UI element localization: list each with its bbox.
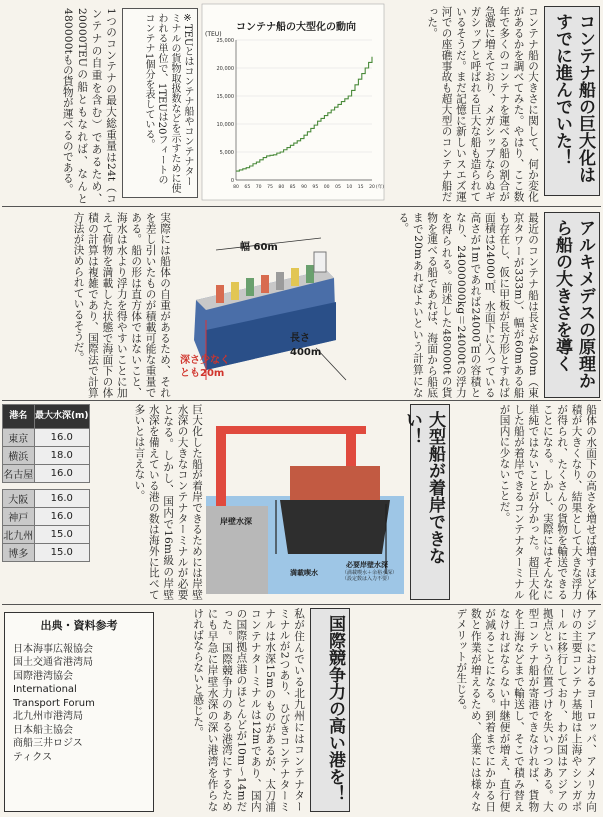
section1-heading: コンテナ船の巨大化はすでに進んでいた！ <box>544 6 600 196</box>
chart-xtick: 05 <box>335 185 341 190</box>
chart-xlabel: (年) <box>375 185 385 190</box>
chart-ytick: 15,000 <box>216 94 234 100</box>
chart-xtick: 95 <box>312 185 319 190</box>
source-item: 日本海事広報協会 <box>13 643 93 655</box>
sources-box <box>4 612 154 812</box>
port-name: 神戸 <box>3 508 35 526</box>
chart-ytick: 0 <box>230 178 234 184</box>
chart-ylabel: (TEU) <box>205 31 222 38</box>
required-depth-label: 必要岸壁水深 <box>346 561 388 569</box>
teu-note: ※TEUとはコンテナ船やコンテナターミナルの貨物取扱数などを示すために使われる単位で、1TEUは20フィートのコンテナ1個分を表している。 <box>122 8 198 198</box>
chart-xtick: 10 <box>346 185 353 190</box>
section3-heading: 大型船が着岸できない！ <box>410 404 450 600</box>
port-name: 名古屋 <box>3 465 35 483</box>
port-depth: 16.0 <box>34 465 90 483</box>
section4-body-2: 私が住んでいる北九州にはコンテナターミナルが2つあり、ひびきコンテナターミナルは水深15mのものがあるが、太刀浦コンテナターミナルは12mであり、国内の国際拠点港のほとんどが10m〜14mだった。国際競争力のある港湾にするためにも早急に岸壁水深の深い港湾を作らなければならないと感じた。 <box>192 608 305 812</box>
ship-width-label: 幅 60m <box>240 242 278 253</box>
table-header-port: 港名 <box>3 405 35 429</box>
chart-xtick: 15 <box>357 185 364 190</box>
container-ship-chart <box>202 4 384 200</box>
source-item: ティクス <box>13 751 53 763</box>
chart-ytick: 5,000 <box>219 150 234 156</box>
table-row <box>3 465 90 483</box>
source-item: International <box>13 684 77 695</box>
port-depth: 16.0 <box>34 429 90 447</box>
chart-ytick: 20,000 <box>216 66 234 72</box>
full-draft-label: 満載喫水 <box>290 569 318 577</box>
quay-depth-label: 岸壁水深 <box>220 517 252 526</box>
source-item: 商船三井ロジス <box>13 738 83 749</box>
port-name: 大阪 <box>3 490 35 508</box>
port-depth: 15.0 <box>34 526 90 544</box>
chart-xtick: 80 <box>233 185 239 190</box>
port-depth-table <box>2 404 90 562</box>
port-name: 博多 <box>3 544 35 562</box>
source-item: 日本船主協会 <box>13 724 73 736</box>
port-name: 東京 <box>3 429 35 447</box>
chart-ytick: 25,000 <box>216 38 234 44</box>
source-item: Transport Forum <box>13 697 95 709</box>
port-depth <box>34 483 90 490</box>
required-depth-note: （満載喫水＋余裕水深）（設定数は入力不要） <box>342 570 398 582</box>
section3-body-1: 船体の水面下の高さを増せば増すほど体積が大きくなり、結果として大きな浮力が得られ、たくさんの貨物を輸送できることになる。しかし、実際にはそんなに単純ではないことが分かった。超巨大化した船が着岸できるコンテナターミナルが国内に少ないことだ。 <box>498 404 597 600</box>
chart-frame <box>202 4 384 200</box>
chart-xtick: 75 <box>267 185 273 190</box>
chart-xtick: 70 <box>255 185 262 190</box>
divider <box>2 604 601 605</box>
section3-body-2: 巨大化した船が着岸できるためには岸壁水深の大きなコンテナターミナルが必要となる。しかし、国内で16m級の岸壁水深を備えている港の数は海外に比べて多いとは言えない。 <box>133 404 203 600</box>
source-item: 北九州市港湾局 <box>13 711 83 722</box>
chart-xtick: 85 <box>289 185 296 190</box>
section2-body-2: 実際には船体の自重があるため、それを差し引いたものが積載可能な重量である。船の形は直方体ではないこと、海水は水より浮力を得やすいことに加えて荷物を満載した状態で海面下の体積の計算は複雑であり、国際法で計算方法が決められているそうだ。 <box>72 212 171 398</box>
table-row <box>3 544 90 562</box>
source-item: 国土交通省港湾局 <box>13 657 93 668</box>
section1-body-1: コンテナ船の大きさに関して、何か変化があるかを調べてみた。やはり、ここ数年で多くのコンテナを運べる船の割合が急激に増えており、メガシップならぬギガシップと呼ばれる巨大な船も造られているそうだ。まだ記憶に新しいスエズ運河での座礁事故も超大型のコンテナ船だった。 <box>426 6 539 202</box>
chart-xtick: 00 <box>323 185 330 190</box>
chart-title: コンテナ船の大型化の動向 <box>236 22 356 33</box>
table-row <box>3 429 90 447</box>
ship-length-label: 長さ400m <box>290 333 322 358</box>
table-row <box>3 490 90 508</box>
table-row <box>3 447 90 465</box>
section4-heading: 国際競争力の高い港を！ <box>310 608 350 812</box>
port-name: 北九州 <box>3 526 35 544</box>
ship-depth-label: 深さ少なくとも20m <box>180 355 230 379</box>
chart-xtick: 20 <box>369 185 375 190</box>
chart-ytick: 10,000 <box>216 122 234 128</box>
chart-xtick: 80 <box>278 185 285 190</box>
port-name <box>3 483 35 490</box>
port-depth: 15.0 <box>34 544 90 562</box>
section1-body-2: 1つのコンテナの最大総重量は24t（コンテナの自重を含む）であるため、20000TEUの船ともなれば、なんと480000tもの貨物が運べるのである。 <box>61 8 117 204</box>
chart-xtick: 90 <box>301 185 307 190</box>
section4-body-1: アジアにおけるヨーロッパ、アメリカ向けの主要コンテナ基地は上海やシンガポールに移行しており、わが国はアジアの拠点という位置づけを失いつつある。大型コンテナ船が寄港できなければ、貨物を上海などまで輸送し、そこで積み替えなければならない中継便が増え、直行便が減ることになる。到着までにかかる日数と作業が増えるため、企業には様々なデメリットが生じる。 <box>455 608 597 812</box>
port-depth: 16.0 <box>34 490 90 508</box>
sources-title: 出典・資料参考 <box>40 619 118 632</box>
source-item: 国際港湾協会 <box>13 670 73 682</box>
divider <box>2 400 601 401</box>
port-depth: 16.0 <box>34 508 90 526</box>
divider <box>2 206 601 207</box>
section2-heading: アルキメデスの原理から船の大きさを導く <box>544 212 600 398</box>
port-depth: 18.0 <box>34 447 90 465</box>
table-row <box>3 526 90 544</box>
table-row <box>3 483 90 490</box>
section2-body-1: 最近のコンテナ船は長さが400m（東京タワーが333m）、幅が60mある船も存在し、仮に甲板が長方形とすれば面積は24000㎡、水面下に入っている高さが1mであれば24000㎥の容積となり、24000000kg＝24000tの浮力を得られる。前述した480000tの貨物を運べる船であれば、海面から船底まで20mあればよいという計算になる。 <box>397 212 539 398</box>
port-name: 横浜 <box>3 447 35 465</box>
chart-xtick: 65 <box>244 185 251 190</box>
table-row <box>3 508 90 526</box>
table-header-depth: 最大水深(m) <box>34 405 90 429</box>
